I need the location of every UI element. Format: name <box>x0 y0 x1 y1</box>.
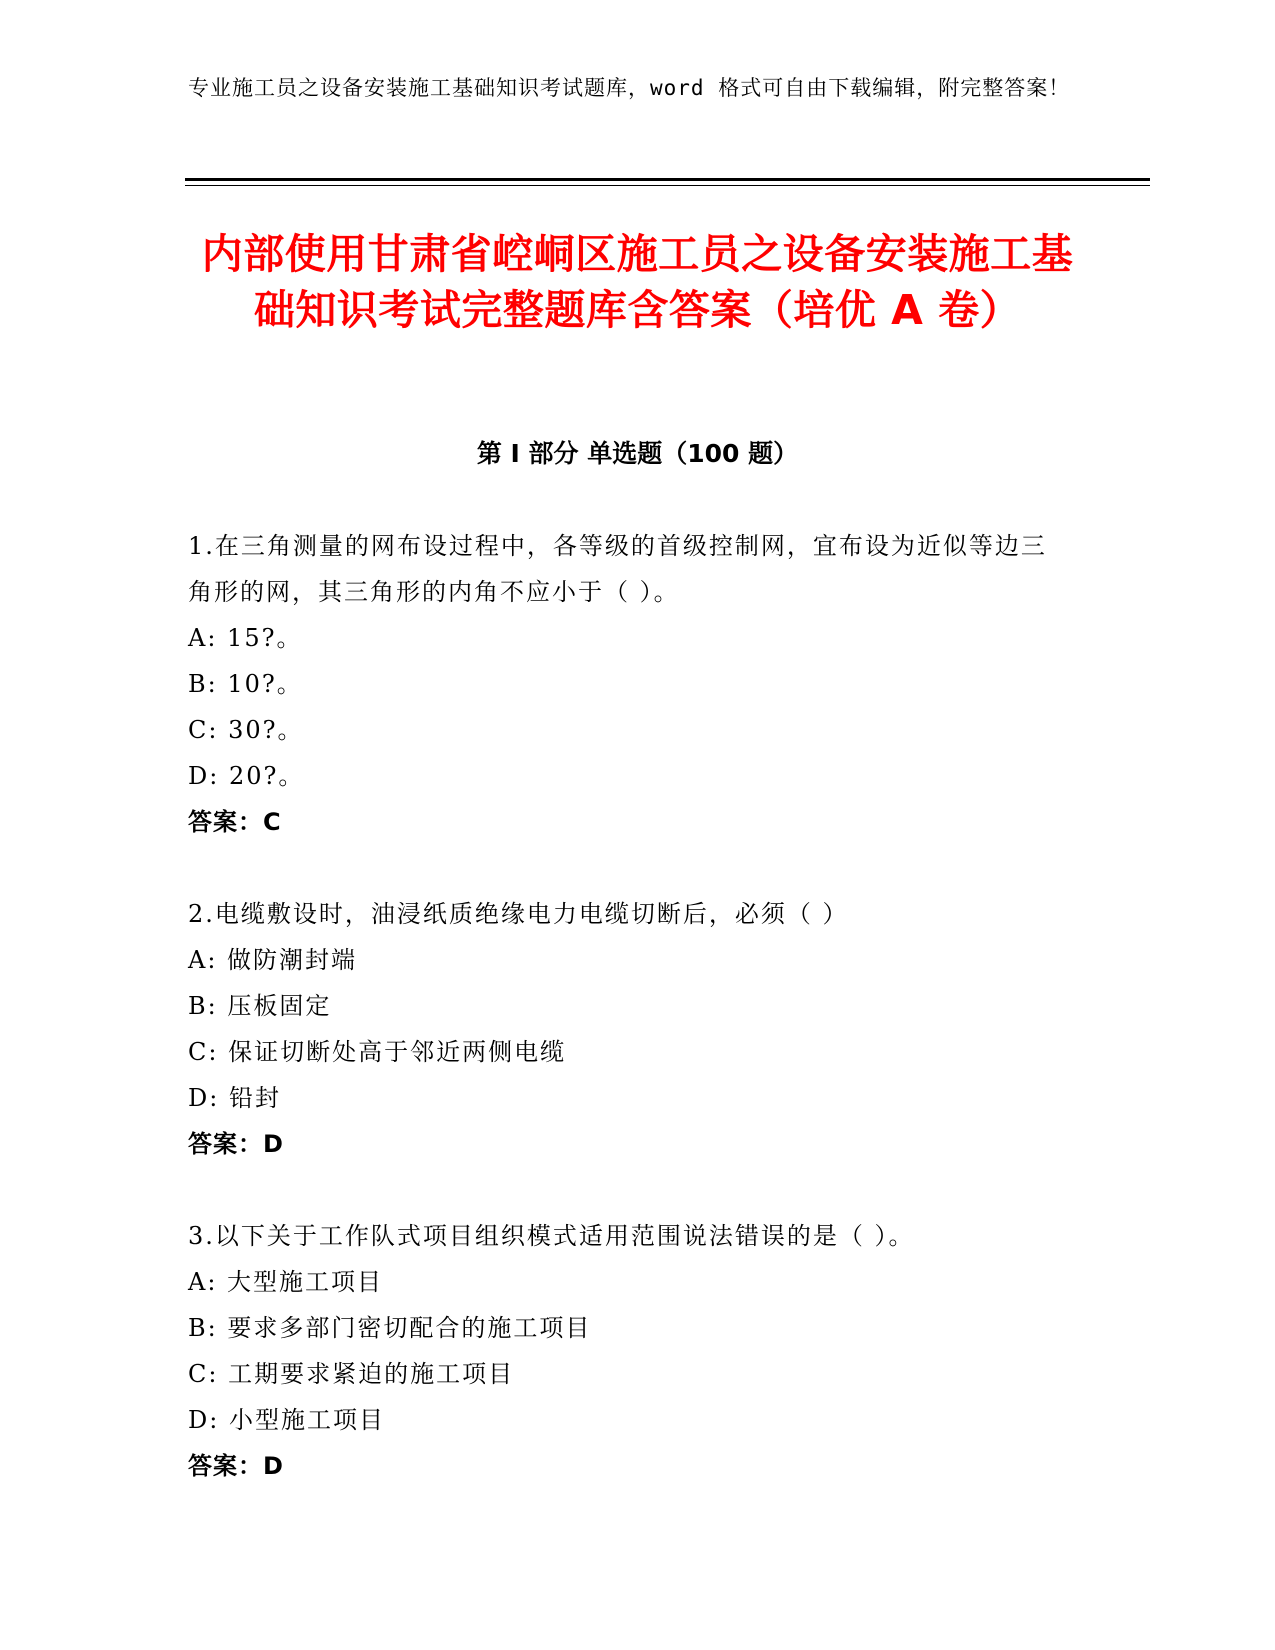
question-3 <box>188 1213 1068 1489</box>
option-c: C: 保证切断处高于邻近两侧电缆 <box>188 1038 567 1066</box>
option-d: D: 20?。 <box>188 762 305 790</box>
question-1 <box>188 523 1068 845</box>
option-a: A: 15?。 <box>188 624 303 652</box>
option-c: C: 工期要求紧迫的施工项目 <box>188 1360 515 1388</box>
header-divider-thick <box>185 178 1150 181</box>
question-stem: 3.以下关于工作队式项目组织模式适用范围说法错误的是（ ）。 <box>188 1222 915 1250</box>
option-c: C: 30?。 <box>188 716 304 744</box>
section-title: 第 I 部分 单选题（100 题） <box>476 439 799 468</box>
question-2 <box>188 891 1068 1167</box>
answer: 答案：C <box>188 808 282 836</box>
option-a: A: 大型施工项目 <box>188 1268 384 1296</box>
header-note: 专业施工员之设备安装施工基础知识考试题库，word 格式可自由下载编辑，附完整答案！ <box>188 76 1071 100</box>
option-d: D: 小型施工项目 <box>188 1406 385 1434</box>
header-divider-thin <box>185 185 1150 186</box>
answer: 答案：D <box>188 1130 284 1158</box>
question-stem: 2.电缆敷设时，油浸纸质绝缘电力电缆切断后，必须（ ） <box>188 900 849 928</box>
option-b: B: 10?。 <box>188 670 303 698</box>
document-title: 内部使用甘肃省崆峒区施工员之设备安装施工基础知识考试完整题库含答案（培优 A 卷） <box>201 230 1074 334</box>
option-a: A: 做防潮封端 <box>188 946 358 974</box>
answer: 答案：D <box>188 1452 284 1480</box>
question-stem: 1.在三角测量的网布设过程中，各等级的首级控制网，宜布设为近似等边三角形的网，其三角形的内角不应小于（ ）。 <box>188 532 1047 606</box>
option-d: D: 铅封 <box>188 1084 281 1112</box>
question-list <box>188 523 1068 1535</box>
option-b: B: 要求多部门密切配合的施工项目 <box>188 1314 592 1342</box>
option-b: B: 压板固定 <box>188 992 332 1020</box>
